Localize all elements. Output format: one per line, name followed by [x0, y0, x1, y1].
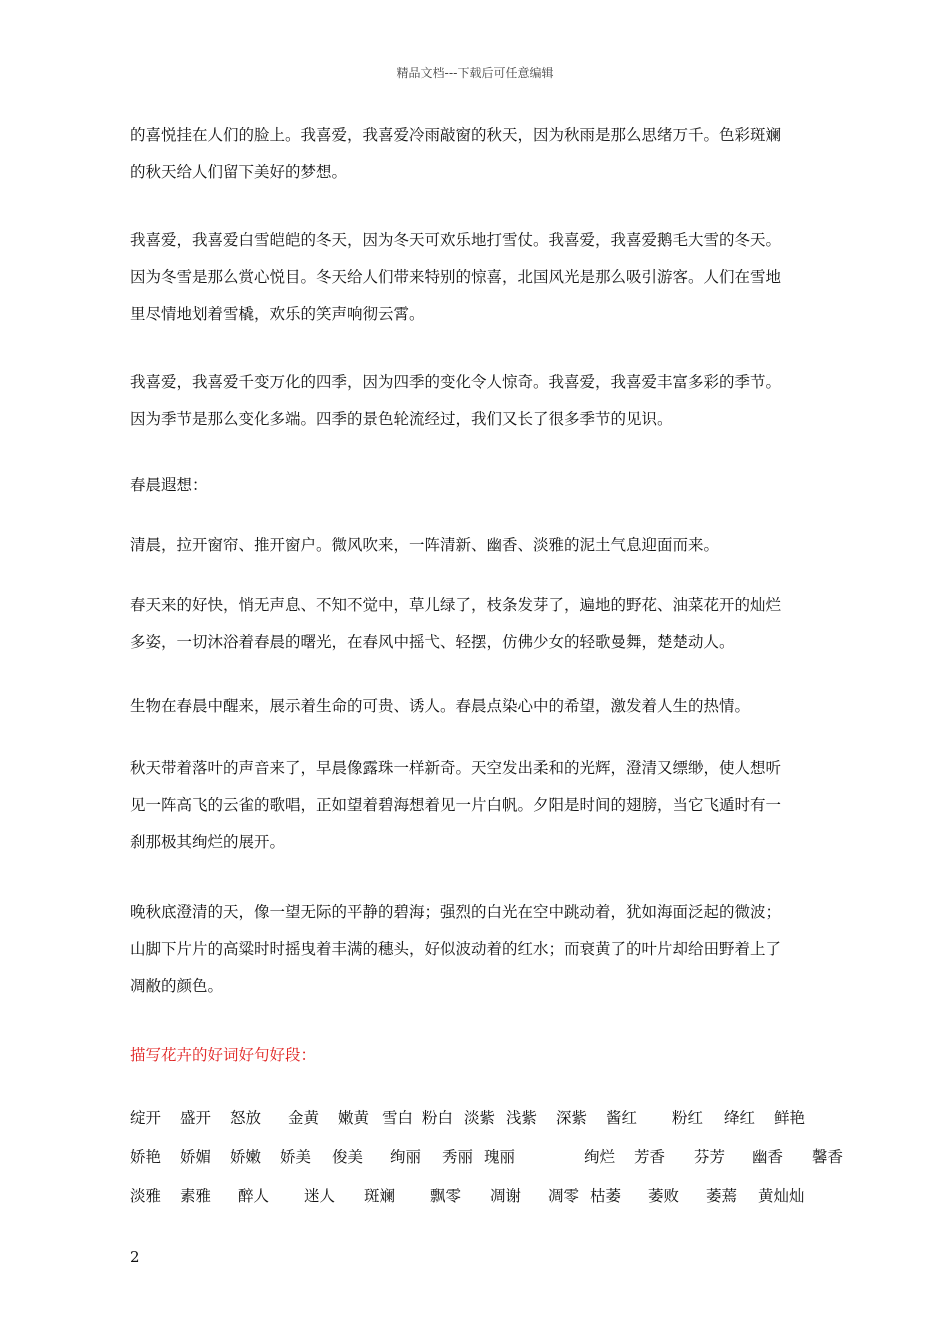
paragraph — [130, 222, 850, 333]
word: 深紫 — [556, 1109, 588, 1127]
word: 秀丽 — [442, 1148, 474, 1166]
text-line: 生物在春晨中醒来，展示着生命的可贵、诱人。春晨点染心中的希望，激发着人生的热情。 — [130, 697, 751, 715]
word: 浅紫 — [506, 1109, 538, 1127]
text-line: 因为季节是那么变化多端。四季的景色轮流经过，我们又长了很多季节的见识。 — [130, 410, 673, 428]
text-line: 凋敝的颜色。 — [130, 977, 224, 995]
word-row — [130, 1106, 850, 1145]
word: 凋零 — [548, 1187, 580, 1205]
word: 枯萎 — [590, 1187, 622, 1205]
word: 金黄 — [288, 1109, 320, 1127]
word: 凋谢 — [490, 1187, 522, 1205]
word: 盛开 — [180, 1109, 212, 1127]
word: 娇嫩 — [230, 1148, 262, 1166]
word: 黄灿灿 — [758, 1187, 805, 1205]
word: 鲜艳 — [774, 1109, 806, 1127]
text-line: 里尽情地划着雪橇，欢乐的笑声响彻云霄。 — [130, 305, 425, 323]
word: 娇艳 — [130, 1148, 162, 1166]
word: 飘零 — [430, 1187, 462, 1205]
text-line: 的喜悦挂在人们的脸上。我喜爱，我喜爱冷雨敲窗的秋天，因为秋雨是那么思绪万千。色彩斑斓 — [130, 126, 782, 144]
word: 俊美 — [332, 1148, 364, 1166]
paragraph — [130, 117, 850, 191]
word: 嫩黄 — [338, 1109, 370, 1127]
word: 粉白 — [422, 1109, 454, 1127]
word: 馨香 — [812, 1148, 844, 1166]
word: 芬芳 — [694, 1148, 726, 1166]
word: 萎败 — [648, 1187, 680, 1205]
paragraph — [130, 894, 850, 1005]
paragraph — [130, 587, 850, 661]
word: 芳香 — [634, 1148, 666, 1166]
word-row — [130, 1145, 850, 1184]
page-header: 精品文档---下载后可任意编辑 — [396, 66, 554, 80]
word: 娇媚 — [180, 1148, 212, 1166]
word-row — [130, 1184, 850, 1223]
paragraph — [130, 688, 850, 725]
word: 绚烂 — [584, 1148, 616, 1166]
word: 素雅 — [180, 1187, 212, 1205]
text-line: 多姿，一切沐浴着春晨的曙光，在春风中摇弋、轻摆，仿佛少女的轻歌曼舞，楚楚动人。 — [130, 633, 735, 651]
word: 斑斓 — [364, 1187, 396, 1205]
text-line: 晚秋底澄清的天，像一望无际的平静的碧海；强烈的白光在空中跳动着，犹如海面泛起的微波； — [130, 903, 782, 921]
section-heading-text: 描写花卉的好词好句好段： — [130, 1046, 317, 1064]
text-line: 秋天带着落叶的声音来了，早晨像露珠一样新奇。天空发出柔和的光辉，澄清又缥缈，使人想听 — [130, 759, 782, 777]
word: 怒放 — [230, 1109, 262, 1127]
text-line: 见一阵高飞的云雀的歌唱，正如望着碧海想着见一片白帆。夕阳是时间的翅膀，当它飞遁时有一 — [130, 796, 782, 814]
text-line: 山脚下片片的高粱时时摇曳着丰满的穗头，好似波动着的红水；而衰黄了的叶片却给田野着上了 — [130, 940, 782, 958]
word: 醉人 — [238, 1187, 270, 1205]
word: 粉红 — [672, 1109, 704, 1127]
word: 瑰丽 — [484, 1148, 516, 1166]
text-line: 春天来的好快，悄无声息、不知不觉中，草儿绿了，枝条发芽了，遍地的野花、油菜花开的灿烂 — [130, 596, 782, 614]
word: 萎蔫 — [706, 1187, 738, 1205]
word-list — [130, 1106, 850, 1223]
text-line: 清晨，拉开窗帘、推开窗户。微风吹来，一阵清新、幽香、淡雅的泥土气息迎面而来。 — [130, 536, 720, 554]
word: 淡雅 — [130, 1187, 162, 1205]
word: 淡紫 — [464, 1109, 496, 1127]
word: 娇美 — [280, 1148, 312, 1166]
text-line: 我喜爱，我喜爱白雪皑皑的冬天，因为冬天可欢乐地打雪仗。我喜爱，我喜爱鹅毛大雪的冬天。 — [130, 231, 782, 249]
paragraph — [130, 527, 850, 564]
word: 绛红 — [724, 1109, 756, 1127]
word: 迷人 — [304, 1187, 336, 1205]
subheading — [130, 467, 850, 504]
word: 雪白 — [382, 1109, 414, 1127]
text-line: 我喜爱，我喜爱千变万化的四季，因为四季的变化令人惊奇。我喜爱，我喜爱丰富多彩的季节。 — [130, 373, 782, 391]
text-line: 刹那极其绚烂的展开。 — [130, 833, 286, 851]
word: 幽香 — [752, 1148, 784, 1166]
section-heading — [130, 1037, 850, 1074]
text-line: 春晨遐想： — [130, 476, 208, 494]
page-number: 2 — [130, 1248, 140, 1266]
word: 绽开 — [130, 1109, 162, 1127]
paragraph — [130, 750, 850, 861]
paragraph — [130, 364, 850, 438]
word: 酱红 — [606, 1109, 638, 1127]
word: 绚丽 — [390, 1148, 422, 1166]
text-line: 的秋天给人们留下美好的梦想。 — [130, 163, 348, 181]
text-line: 因为冬雪是那么赏心悦目。冬天给人们带来特别的惊喜，北国风光是那么吸引游客。人们在雪地 — [130, 268, 782, 286]
